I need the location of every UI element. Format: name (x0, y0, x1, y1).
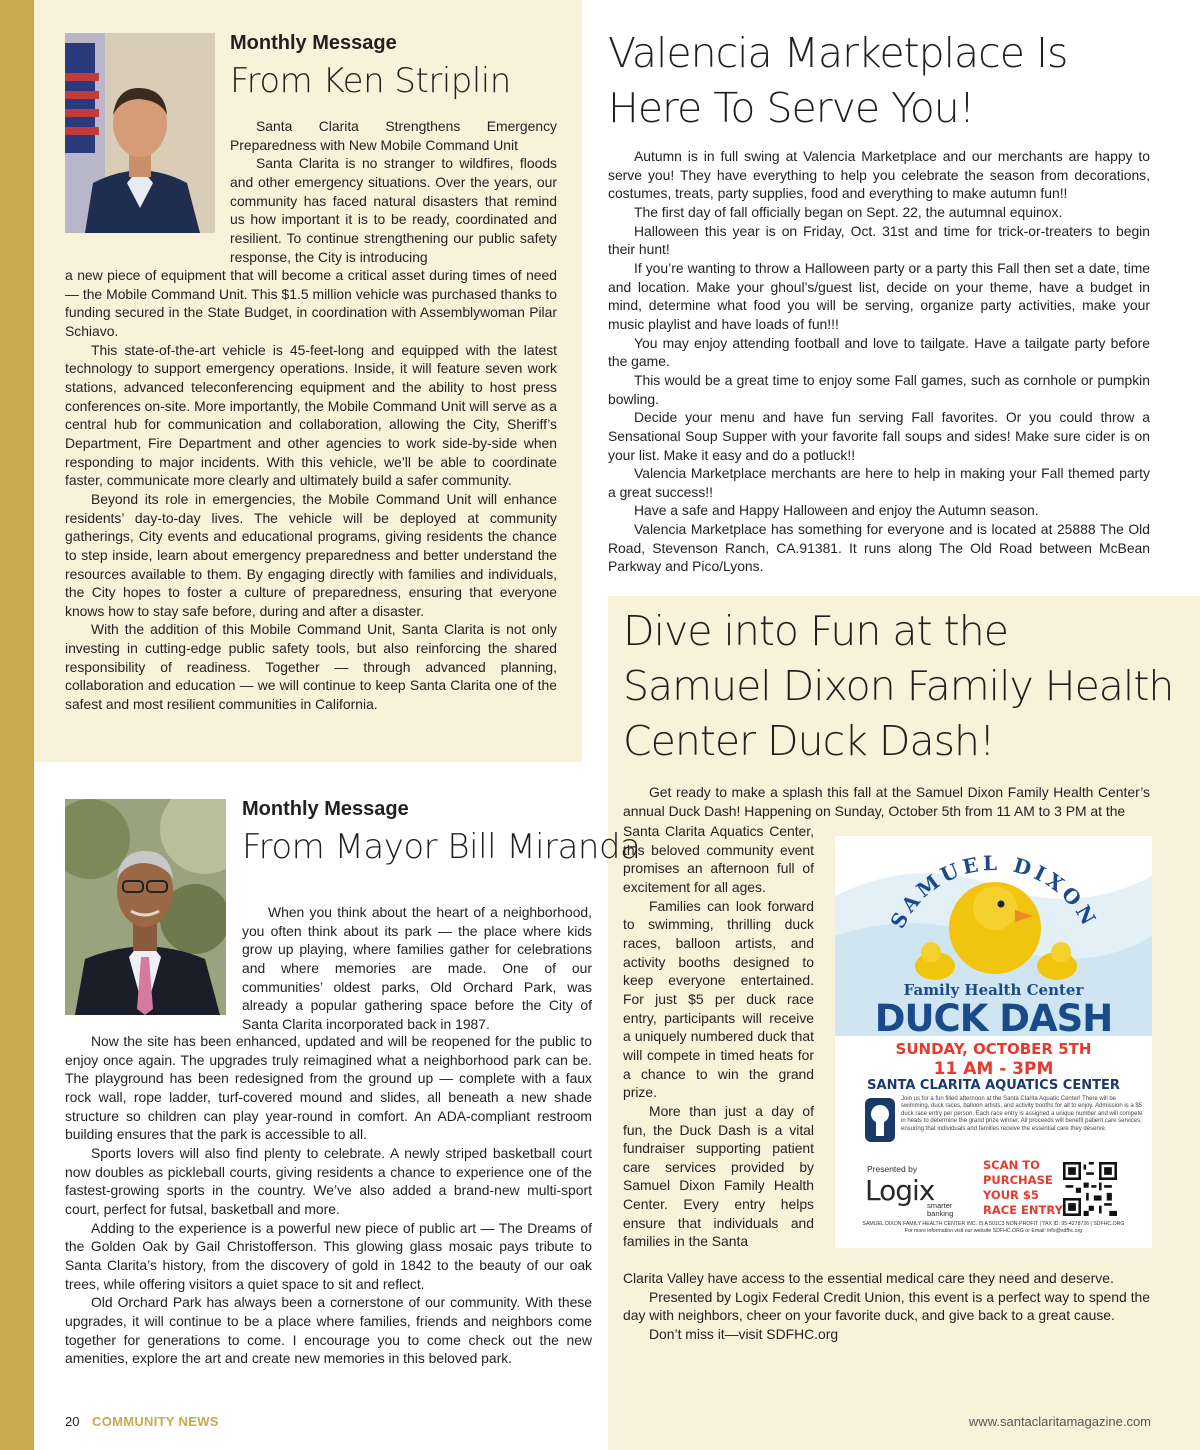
mayor-headline: From Mayor Bill Miranda (242, 827, 641, 867)
mayor-paragraph: Adding to the experience is a powerful new piece of public art — The Dreams of the Golden Oak by Gail Christofferson. This glowing glass mosaic pays tribute to Santa Clarita’s history, from the discovery of gold in 1842 to the beauty of our oak trees, while offering visitors a quiet space to sit and reflect. (65, 1219, 592, 1292)
valencia-paragraph: The first day of fall officially began on Sept. 22, the autumnal equinox. (634, 203, 1063, 220)
ken-paragraph: Beyond its role in emergencies, the Mobile Command Unit will enhance residents’ day-to-day lives. The vehicle will be deployed at community gatherings, City events and educational programs, giving residents the chance to step inside, learn about emergency preparedness and better understand the resources available to them. By engaging directly with families and individuals, the City hopes to foster a culture of preparedness, ensuring that everyone knows how to stay safe before, during and after a disaster. (65, 490, 557, 619)
poster-sponsor-sub1: smarter (927, 1201, 953, 1210)
valencia-paragraph: Halloween this year is on Friday, Oct. 31st and time for trick-or-treaters to begin their hunt! (608, 222, 1150, 258)
mayor-intro-p1: When you think about the heart of a neighborhood, you often think about its park — the place where kids grow up playing, where families gather for celebrations and where memories are made. One of our communities’ oldest parks, Old Orchard Park, was already a popular gathering space before the City of Santa Clarita incorporated back in 1987. (242, 904, 592, 1032)
poster-footer-line1: SAMUEL DIXON FAMILY HEALTH CENTER INC. IS A 501C3 NON-PROFIT | TAX ID: 95-4278726 | SDFHC.ORG (862, 1221, 1125, 1227)
mayor-paragraph: Sports lovers will also find plenty to celebrate. A newly striped basketball court now doubles as pickleball courts, giving residents a chance to experience one of the fastest-growing sports in the country. We’ve also added a brand-new multi-sport court, perfect for futsal, basketball and more. (65, 1144, 592, 1217)
mayor-bill-miranda-photo (65, 799, 226, 1015)
duck-intro-p: Get ready to make a splash this fall at the Samuel Dixon Family Health Center’s annual Duck Dash! Happening on Sunday, October 5th from 11 AM to 3 PM at the (623, 784, 1150, 819)
poster-blurb: Join us for a fun filled afternoon at the Santa Clarita Aquatic Center! There will be swimming, duck races, balloon artists, and activity booths for all to enjoy. Admission is a $5 duck race entry per person. Each race entry is assigned a unique number and will compete in heats to determine the grand prize winner. All proceeds will benefit patient care services, ensuring that individuals and families receive the essential care they deserve. (901, 1096, 1143, 1132)
valencia-paragraph: You may enjoy attending football and love to tailgate. Have a tailgate party before the game. (608, 334, 1150, 370)
poster-scan-line: RACE ENTRY (983, 1203, 1063, 1217)
ken-paragraph: This state-of-the-art vehicle is 45-feet-long and equipped with the latest technology to support emergency operations. Inside, it will feature seven work stations, advanced teleconferencing equipment and the ability to host press conferences on-site. More importantly, the Mobile Command Unit will serve as a central hub for communication and collaboration, allowing the City, Sheriff’s Department, Fire Department and other agencies to work side-by-side when responding to major incidents. With this vehicle, we’ll be able to coordinate faster, communicate more clearly and ultimately build a safer community. (65, 341, 557, 489)
ken-intro (230, 117, 557, 266)
duck-body (623, 1269, 1150, 1344)
duck-side-p2: Families can look forward to swimming, thrilling duck races, balloon artists, and activity booths designed to keep everyone entertained. For just $5 per duck race entry, participants will receive a uniquely numbered duck that will compete in timed heats for a chance to win the grand prize. (623, 897, 814, 1101)
poster-scan-line: YOUR $5 (983, 1188, 1039, 1202)
page-number: 20 (65, 1414, 80, 1429)
svg-text:SAMUEL DIXON: SAMUEL DIXON (885, 850, 1103, 933)
valencia-paragraph: If you’re wanting to throw a Halloween party or a party this Fall then set a date, time and location. Make your ghoul’s/guest list, decide on your theme, have a budget in mind, determine what food you will be serving, organize party activities, make your music playlist and have loads of fun!!! (608, 259, 1150, 332)
ken-intro-p1: Santa Clarita Strengthens Emergency Preparedness with New Mobile Command Unit (230, 118, 557, 153)
duck-headline (623, 604, 1173, 769)
ken-kicker: Monthly Message (230, 32, 397, 54)
poster-date: SUNDAY, OCTOBER 5TH (895, 1040, 1092, 1058)
poster-sponsor-logo: Logix (865, 1174, 935, 1207)
ken-continued: a new piece of equipment that will become a critical asset during times of need — the Mobile Command Unit. This $1.5 million vehicle was purchased thanks to funding secured in the State Budget, in coordination with Assemblywoman Pilar Schiavo. (65, 267, 557, 339)
duck-dash-poster (835, 836, 1152, 1248)
poster-qr-code-icon (1063, 1162, 1117, 1216)
mayor-body (65, 1032, 592, 1368)
poster-scan-cta (983, 1158, 1063, 1218)
duck-headline-line1: Dive into Fun at the (623, 607, 1008, 655)
gold-side-bar (0, 0, 34, 1450)
duck-side-p1: Santa Clarita Aquatics Center, this beloved community event promises an afternoon full of excitement for all ages. (623, 823, 814, 895)
poster-footer-line2: For more information visit our website SDFHC.ORG or Email: info@sdfhc.org (904, 1227, 1083, 1234)
poster-sponsor-tagline (927, 1202, 953, 1218)
ken-striplin-photo (65, 33, 215, 233)
duck-continued: Clarita Valley have access to the essential medical care they need and deserve. (623, 1270, 1114, 1286)
poster-sponsor-sub2: banking (927, 1209, 954, 1218)
mayor-paragraph: Old Orchard Park has always been a cornerstone of our community. With these upgrades, it will continue to be a place where families, friends and neighbors come together for generations to come. I encourage you to come check out the new amenities, explore the art and create new memories in this beloved park. (65, 1294, 592, 1367)
poster-footer (835, 1221, 1152, 1234)
poster-presented-by: Presented by (867, 1164, 918, 1174)
ken-paragraph: With the addition of this Mobile Command Unit, Santa Clarita is not only investing in cutting-edge public safety tools, but also reinforcing the shared responsibility of readiness. Together — through advanced planning, collaboration and education — we will continue to keep Santa Clarita one of the safest and most resilient communities in California. (65, 621, 557, 713)
website-url: www.santaclaritamagazine.com (968, 1414, 1151, 1429)
poster-venue: SANTA CLARITA AQUATICS CENTER (867, 1078, 1120, 1093)
section-name: COMMUNITY NEWS (92, 1414, 219, 1429)
valencia-body (608, 147, 1150, 576)
mayor-intro (242, 903, 592, 1034)
duck-paragraph: Don’t miss it—visit SDFHC.org (649, 1325, 839, 1342)
valencia-paragraph: This would be a great time to enjoy some Fall games, such as cornhole or pumpkin bowling. (608, 371, 1150, 407)
duck-intro (623, 783, 1150, 820)
poster-scan-line: SCAN TO (983, 1158, 1040, 1172)
valencia-headline (608, 26, 1067, 136)
duck-paragraph: Presented by Logix Federal Credit Union, this event is a perfect way to spend the day with neighbors, cheer on your favorite duck, and give back to a great cause. (623, 1288, 1150, 1324)
poster-time: 11 AM - 3PM (933, 1059, 1054, 1079)
poster-title: DUCK DASH (874, 997, 1113, 1040)
duck-headline-line3: Center Duck Dash! (623, 717, 995, 765)
valencia-paragraph: Have a safe and Happy Halloween and enjoy the Autumn season. (634, 502, 1039, 519)
valencia-paragraph: Decide your menu and have fun serving Fall favorites. Or you could throw a Sensational Soup Supper with your favorite fall soups and sides! Make sure cider is on your list. Make it easy and do a potluck!! (608, 409, 1150, 463)
mayor-kicker: Monthly Message (242, 798, 409, 820)
ken-intro-p2: Santa Clarita is no stranger to wildfires, floods and other emergency situations. Over the years, our community has faced natural disasters that remind us how important it is to be ready, coordinated and resilient. To continue strengthening our public safety response, the City is introducing (230, 155, 557, 265)
valencia-paragraph: Valencia Marketplace has something for everyone and is located at 25888 The Old Road, Stevenson Ranch, CA.91381. It runs along The Old Road between McBean Parkway and Pico/Lyons. (608, 521, 1150, 575)
valencia-headline-line1: Valencia Marketplace Is (608, 29, 1068, 77)
poster-family: Family Health Center (903, 981, 1084, 999)
poster-arc-title (835, 836, 1152, 986)
poster-scan-line: PURCHASE (983, 1173, 1053, 1187)
valencia-headline-line2: Here To Serve You! (608, 84, 975, 132)
duck-side-p3: More than just a day of fun, the Duck Dash is a vital fundraiser supporting patient care services provided by Samuel Dixon Family Health Center. Every entry helps ensure that individuals and families in the Santa (623, 1102, 814, 1250)
duck-side-text (623, 822, 814, 1251)
ken-body (65, 266, 557, 714)
duck-headline-line2: Samuel Dixon Family Health (623, 662, 1174, 710)
ken-headline: From Ken Striplin (230, 61, 511, 101)
valencia-paragraph: Valencia Marketplace merchants are here to help in making your Fall themed party a great success!! (608, 465, 1150, 500)
valencia-paragraph: Autumn is in full swing at Valencia Marketplace and our merchants are happy to serve you! They have everything to help you celebrate the season from decorations, costumes, treats, party supplies, food and everything to make autumn fun!! (608, 148, 1150, 202)
mayor-paragraph: Now the site has been enhanced, updated and will be reopened for the public to enjoy once again. The upgrades truly reimagined what a neighborhood park can be. The playground has been redesigned from the ground up — complete with a faux rock wall, rope ladder, turf-covered mound and slides, all beneath a new shade structure so children can play year-round in comfort. An ADA-compliant restroom building ensures that the park is accessible to all. (65, 1033, 592, 1143)
